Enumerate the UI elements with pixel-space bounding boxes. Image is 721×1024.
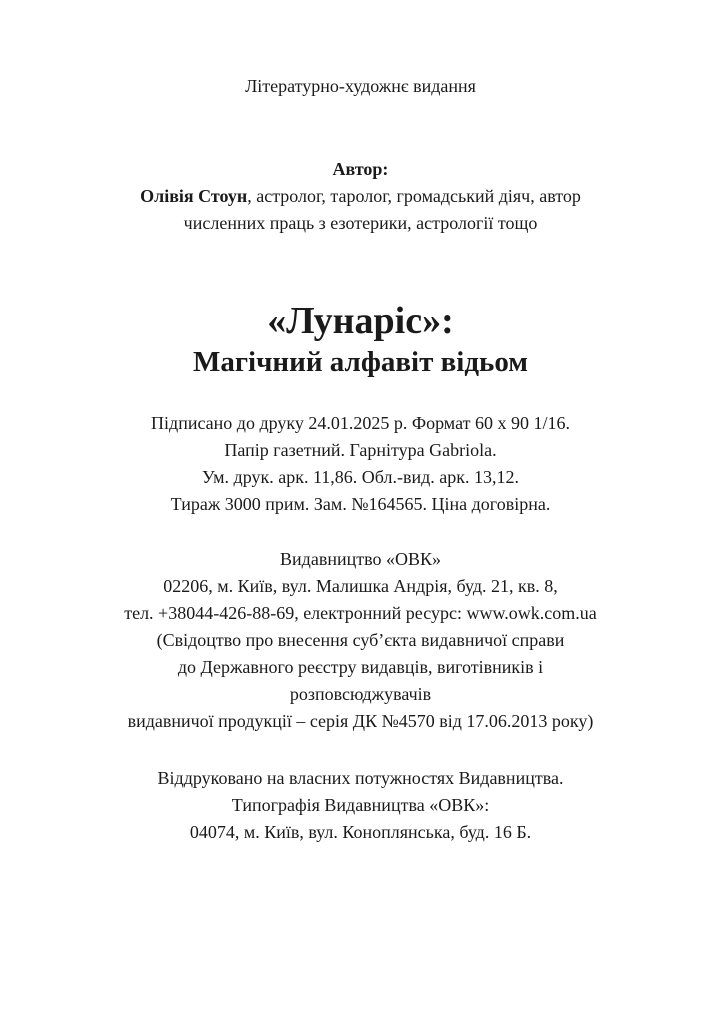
publisher-certificate-line: (Свідоцтво про внесення суб’єкта видавничої справи [156, 630, 565, 650]
publisher-certificate-line: до Державного реєстру видавців, виготівників і [177, 657, 544, 677]
edition-type: Літературно-художнє видання [245, 76, 476, 96]
book-title: «Лунаріс»: [267, 300, 454, 342]
printing-house: Типографія Видавництва «ОВК»: [231, 795, 490, 815]
print-info-line: Папір газетний. Гарнітура Gabriola. [224, 440, 497, 460]
author-name: Олівія Стоун [140, 186, 248, 206]
author-label: Автор: [332, 159, 389, 179]
author-description-2: численних праць з езотерики, астрології тощо [183, 213, 538, 233]
publisher-address: 02206, м. Київ, вул. Малишка Андрія, буд. 21, кв. 8, [163, 576, 558, 596]
book-title-section [0, 298, 721, 380]
print-info-line: Підписано до друку 24.01.2025 р. Формат 60 х 90 1/16. [151, 413, 570, 433]
printing-address: 04074, м. Київ, вул. Коноплянська, буд. 16 Б. [189, 822, 532, 842]
printing-note: Віддруковано на власних потужностях Видавництва. [157, 768, 564, 788]
author-line-1 [0, 183, 721, 210]
book-subtitle: Магічний алфавіт відьом [192, 346, 529, 378]
author-section [0, 156, 721, 237]
print-info-line: Тираж 3000 прим. Зам. №164565. Ціна договірна. [170, 494, 551, 514]
publisher-certificate-line: розповсюджувачів [289, 684, 432, 704]
publisher-name: Видавництво «ОВК» [280, 549, 441, 569]
edition-type-section [0, 73, 721, 100]
publisher-section [0, 546, 721, 735]
author-description-1: , астролог, таролог, громадський діяч, автор [247, 186, 581, 206]
publisher-contacts: тел. +38044-426-88-69, електронний ресурс: www.owk.com.ua [124, 603, 597, 623]
publisher-certificate-line: видавничої продукції – серія ДК №4570 від 17.06.2013 року) [127, 711, 594, 731]
print-info-section [0, 410, 721, 518]
printing-section [0, 765, 721, 846]
print-info-line: Ум. друк. арк. 11,86. Обл.-вид. арк. 13,12. [202, 467, 519, 487]
